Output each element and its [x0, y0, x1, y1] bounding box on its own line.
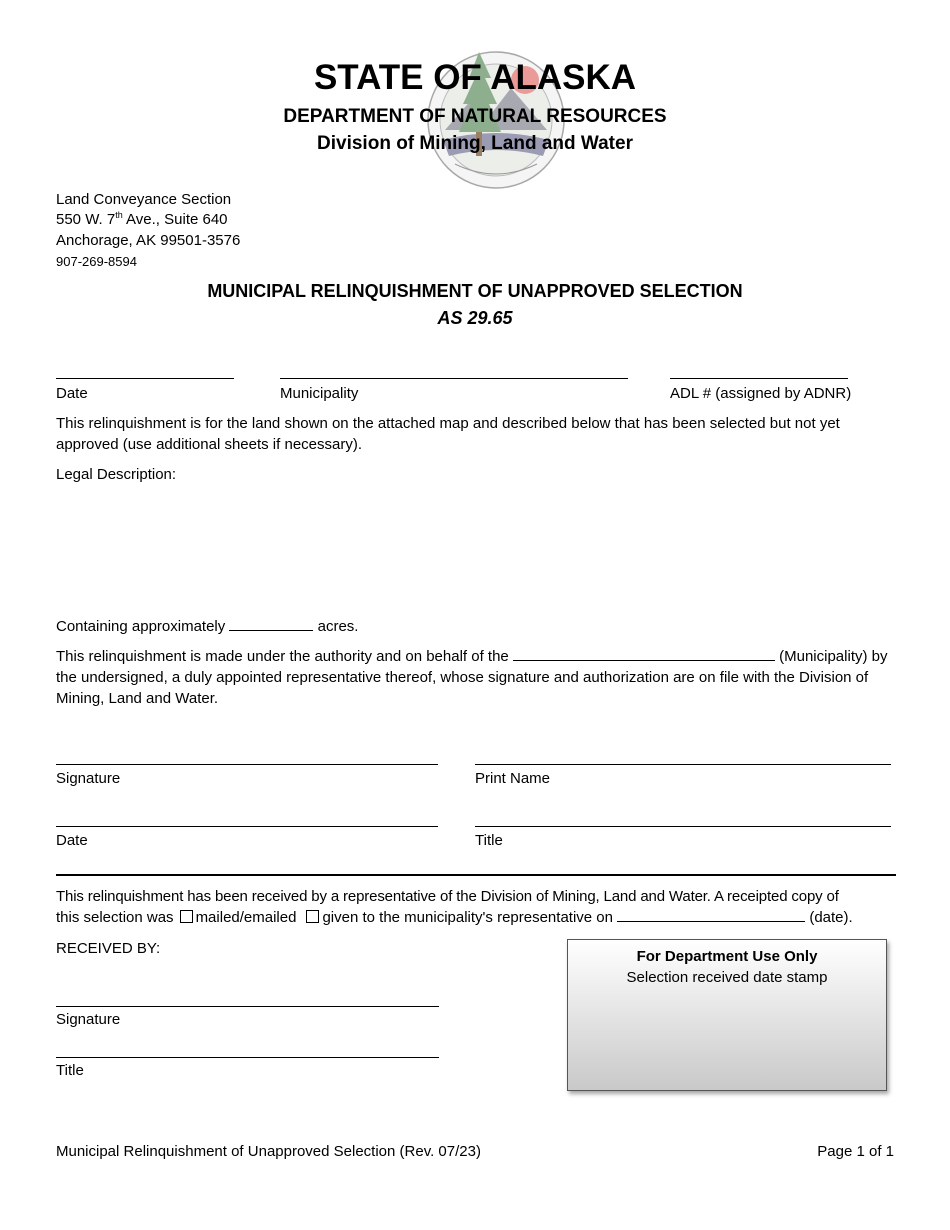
receipt-line1: This relinquishment has been received by a representative of the Division of Mining, Land and Water. A receipted copy of [56, 888, 839, 905]
address-phone: 907-269-8594 [56, 254, 137, 269]
mailed-label: mailed/emailed [195, 909, 297, 926]
receipt-date-field[interactable] [617, 920, 805, 922]
legal-description-area[interactable] [56, 488, 896, 608]
title-label: Title [475, 832, 503, 849]
street-ordinal: th [115, 210, 123, 220]
address-section: Land Conveyance Section [56, 191, 232, 208]
signature-field[interactable] [56, 764, 438, 765]
adl-label: ADL # (assigned by ADNR) [670, 385, 852, 402]
receipt-date-suffix: (date). [809, 909, 853, 926]
street-number: 550 W. 7 [56, 211, 116, 228]
address-street [56, 209, 228, 230]
signature-label: Signature [56, 770, 121, 787]
authority-rest: (Municipality) by the undersigned, a duly appointed representative thereof, whose signature and authorization are on file with the Division of Mining, Land and Water. [56, 648, 888, 707]
municipality-field[interactable] [280, 378, 628, 379]
date-stamp-label: Selection received date stamp [626, 969, 828, 986]
signature-date-field[interactable] [56, 826, 438, 827]
department-use-title: For Department Use Only [636, 948, 818, 965]
signature-date-label: Date [56, 832, 88, 849]
given-checkbox[interactable] [306, 910, 319, 923]
footer-page-number: Page 1 of 1 [817, 1143, 894, 1160]
intro-paragraph: This relinquishment is for the land shown on the attached map and described below that has been selected but not yet approved (use additional sheets if necessary). [56, 415, 840, 453]
authority-municipality-field[interactable] [513, 659, 775, 661]
print-name-label: Print Name [475, 770, 551, 787]
street-rest: Ave., Suite 640 [122, 211, 228, 228]
given-label: given to the municipality's representative on [322, 909, 613, 926]
division-title: Division of Mining, Land and Water [317, 133, 633, 154]
footer-form-name: Municipal Relinquishment of Unapproved Selection (Rev. 07/23) [56, 1143, 481, 1160]
authority-prefix: This relinquishment is made under the authority and on behalf of the [56, 648, 509, 665]
received-signature-label: Signature [56, 1011, 121, 1028]
state-title: STATE OF ALASKA [313, 58, 637, 97]
print-name-field[interactable] [475, 764, 891, 765]
date-field[interactable] [56, 378, 234, 379]
department-title: DEPARTMENT OF NATURAL RESOURCES [283, 106, 667, 127]
legal-description-label: Legal Description: [56, 466, 177, 483]
acreage-suffix: acres. [317, 618, 359, 635]
address-city: Anchorage, AK 99501-3576 [56, 232, 241, 249]
title-field[interactable] [475, 826, 891, 827]
form-statute: AS 29.65 [437, 308, 513, 328]
department-use-box [567, 939, 887, 1091]
acreage-line [56, 616, 358, 637]
date-label: Date [56, 385, 88, 402]
adl-field[interactable] [670, 378, 848, 379]
receipt-prefix: this selection was [56, 909, 174, 926]
acreage-field[interactable] [229, 629, 313, 631]
received-signature-field[interactable] [56, 1006, 439, 1007]
authority-paragraph [56, 646, 896, 709]
receipt-line2 [56, 907, 853, 928]
municipality-label: Municipality [280, 385, 359, 402]
mailed-checkbox[interactable] [180, 910, 193, 923]
received-title-label: Title [56, 1062, 84, 1079]
acreage-prefix: Containing approximately [56, 618, 226, 635]
section-divider [56, 874, 896, 876]
form-title: MUNICIPAL RELINQUISHMENT OF UNAPPROVED SELECTION [207, 281, 743, 301]
received-by-label: RECEIVED BY: [56, 940, 161, 957]
received-title-field[interactable] [56, 1057, 439, 1058]
